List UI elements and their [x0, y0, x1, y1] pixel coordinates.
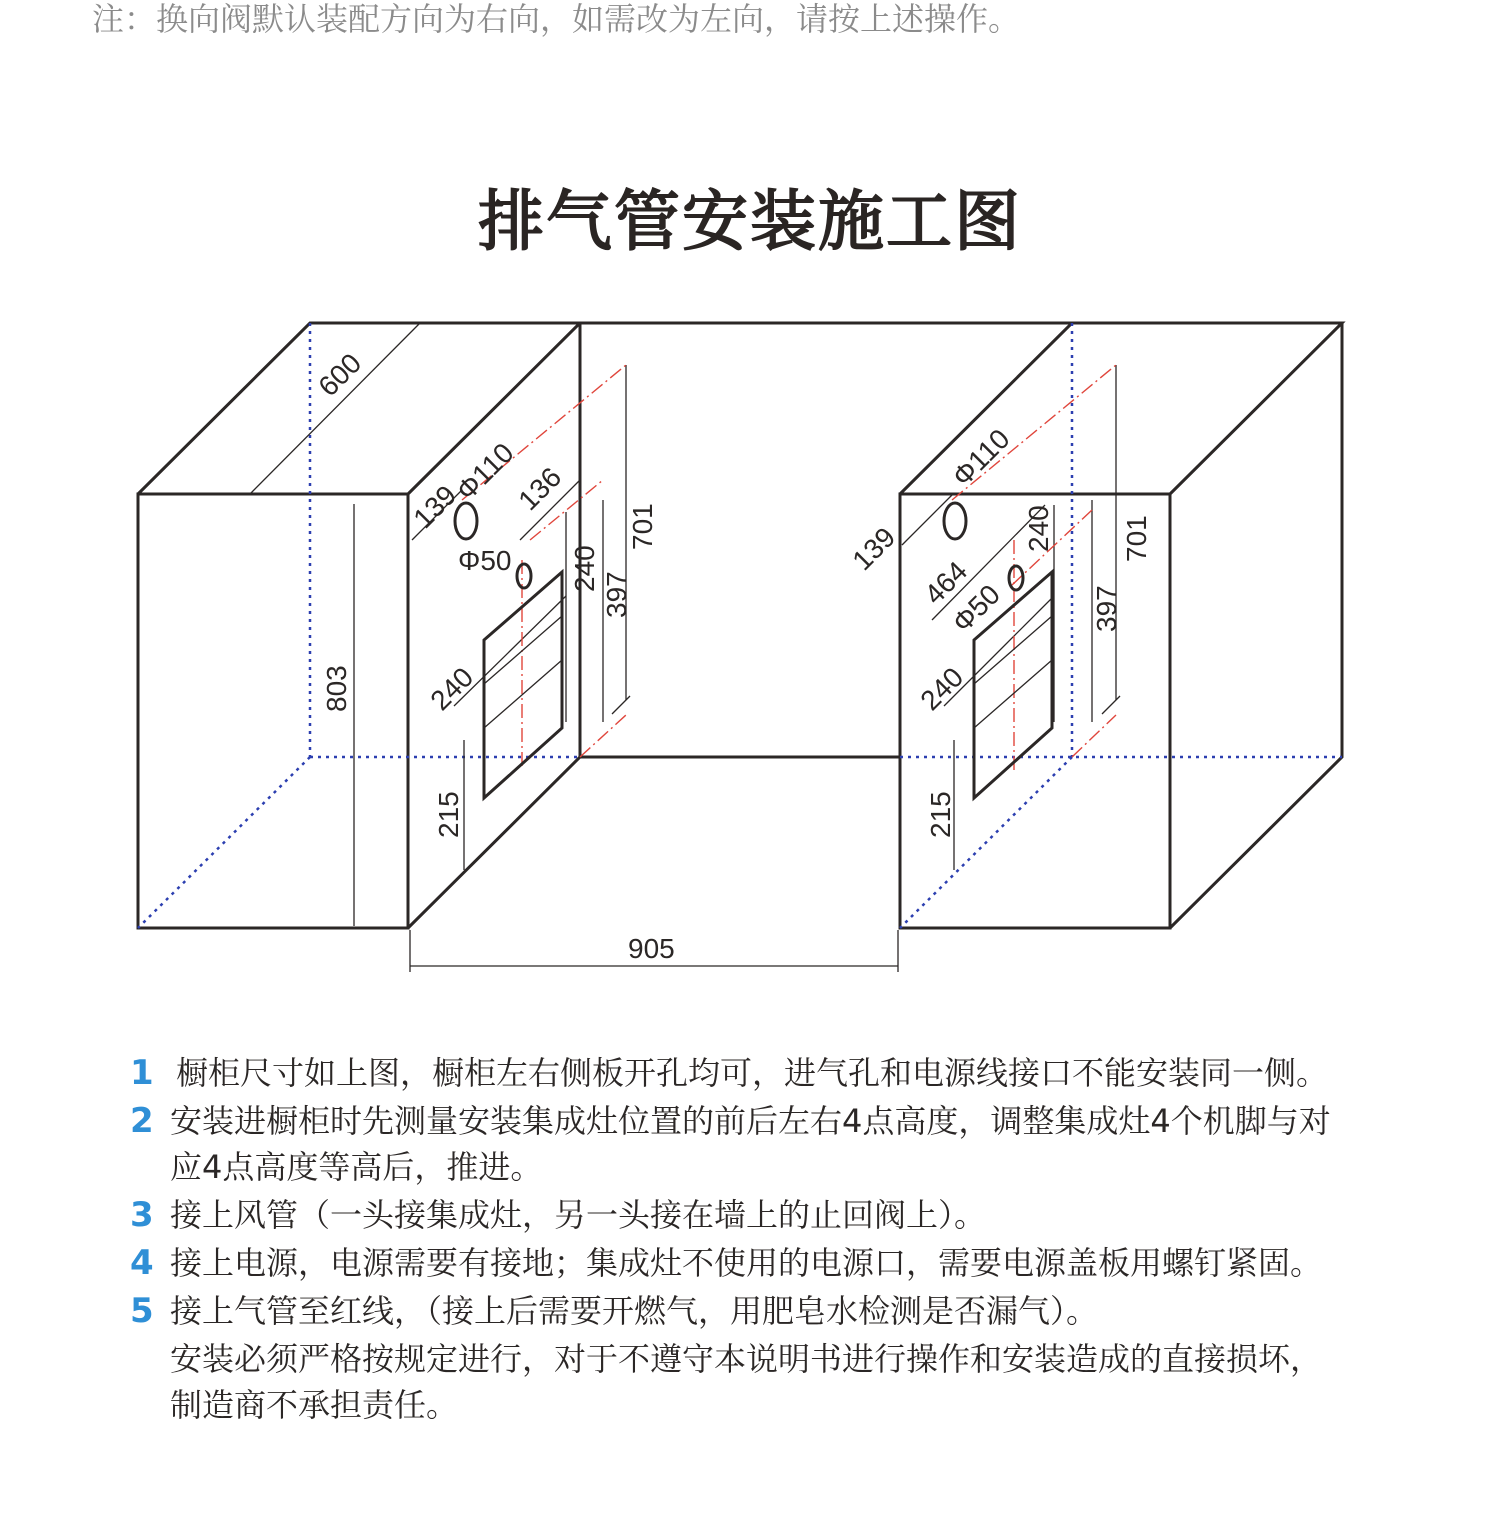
note-text: 注：换向阀默认装配方向为右向，如需改为左向，请按上述操作。: [92, 0, 1021, 38]
dimension-labels: [312, 347, 1152, 964]
step-text: 接上风管（一头接集成灶，另一头接在墙上的止回阀上）。: [170, 1196, 987, 1234]
step-1: [130, 1050, 1340, 1096]
step-text: 安装进橱柜时先测量安装集成灶位置的前后左右4点高度，调整集成灶4个机脚与对应4点高度等高后，推进。: [170, 1102, 1331, 1186]
step-text: 接上气管至红线，（接上后需要开燃气，用肥皂水检测是否漏气）。: [170, 1292, 1099, 1330]
left-panel-stripe-2: [484, 660, 562, 728]
right-label-701: 701: [1121, 515, 1152, 562]
right-red-diag-3: [1072, 715, 1116, 757]
disclaimer-text: 安装必须严格按规定进行，对于不遵守本说明书进行操作和安装造成的直接损坏，制造商不承担责任。: [170, 1340, 1323, 1424]
installation-steps: [130, 1050, 1340, 1428]
left-label-136: 136: [512, 461, 568, 517]
label-803: 803: [321, 665, 352, 712]
step-number: 3: [130, 1195, 154, 1235]
step-text: 橱柜尺寸如上图，橱柜左右侧板开孔均可，进气孔和电源线接口不能安装同一侧。: [176, 1054, 1329, 1092]
right-phi50-hole: [1009, 566, 1023, 590]
step-3: [130, 1192, 1340, 1238]
dimension-lines: [250, 323, 1120, 972]
step-number: 5: [130, 1291, 154, 1331]
right-label-215: 215: [925, 791, 956, 838]
left-label-phi50: Φ50: [458, 545, 512, 576]
left-label-397: 397: [601, 571, 632, 618]
right-phi110-hole: [944, 503, 966, 539]
right-label-240v: 240: [1023, 505, 1054, 552]
right-label-240p: 240: [914, 661, 970, 717]
right-panel-stripe-2: [974, 660, 1052, 728]
step-number: 1: [130, 1053, 154, 1093]
label-905: 905: [628, 933, 675, 964]
left-panel-stripe-1: [484, 616, 562, 684]
left-label-701: 701: [627, 503, 658, 550]
left-phi110-hole: [455, 503, 477, 539]
right-label-phi110: Φ110: [946, 422, 1016, 493]
step-5: [130, 1288, 1340, 1334]
left-label-240v: 240: [569, 545, 600, 592]
step-2: [130, 1098, 1340, 1190]
right-label-phi50: Φ50: [946, 578, 1007, 639]
right-label-139: 139: [846, 521, 902, 577]
outline-edges: [138, 323, 1342, 928]
left-power-panel: [484, 572, 562, 798]
right-cabinet-side: [1170, 323, 1342, 928]
right-dim-701-tick: [1102, 696, 1120, 714]
left-hidden-diag: [138, 757, 310, 928]
step-number: 2: [130, 1101, 154, 1141]
right-panel-stripe-1: [974, 616, 1052, 684]
right-label-397: 397: [1091, 585, 1122, 632]
left-dim-701-tick: [612, 696, 630, 714]
left-label-phi110: Φ110: [450, 436, 520, 507]
step-number: 4: [130, 1243, 154, 1283]
left-phi50-hole: [517, 564, 531, 588]
hidden-edges: [138, 323, 1342, 928]
right-hidden-diag: [900, 757, 1072, 928]
label-600: 600: [312, 347, 368, 403]
left-label-240p: 240: [424, 661, 480, 717]
left-label-215: 215: [433, 791, 464, 838]
step-4: [130, 1240, 1340, 1286]
diagram-title: 排气管安装施工图: [478, 183, 1022, 260]
right-label-464: 464: [918, 555, 974, 611]
step-text: 接上电源，电源需要有接地；集成灶不使用的电源口，需要电源盖板用螺钉紧固。: [170, 1244, 1323, 1282]
left-cabinet-front-face: [138, 494, 408, 928]
dim-600-line: [250, 323, 420, 494]
holes-and-panels: [455, 503, 1052, 798]
left-label-139: 139: [407, 479, 463, 535]
left-cabinet-top: [138, 323, 580, 494]
